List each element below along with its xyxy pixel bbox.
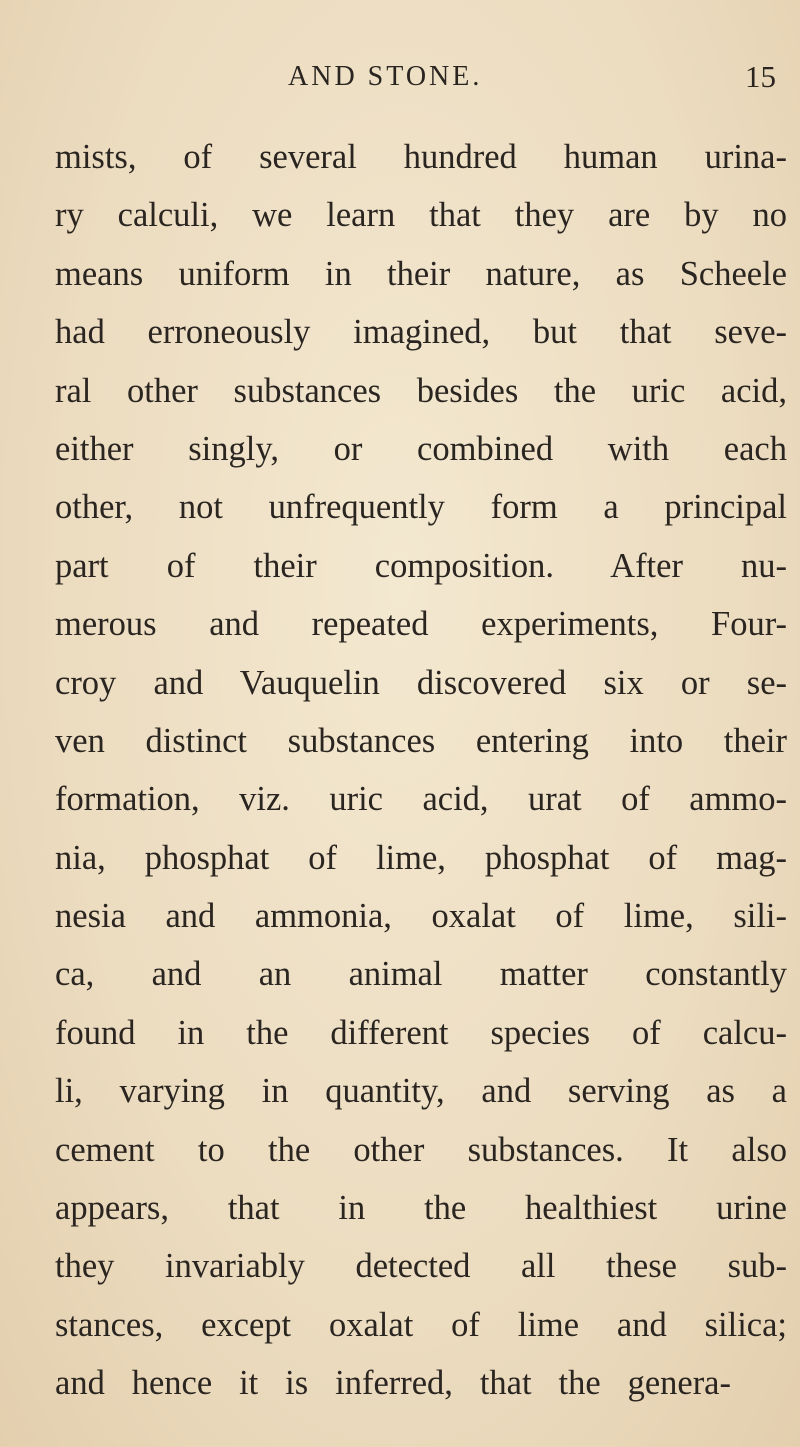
- text-line: nesia and ammonia, oxalat of lime, sili-: [55, 897, 787, 936]
- text-line: had erroneously imagined, but that seve-: [55, 313, 787, 352]
- text-line: they invariably detected all these sub-: [55, 1247, 787, 1286]
- text-line: means uniform in their nature, as Scheele: [55, 254, 787, 293]
- text-line: ry calculi, we learn that they are by no: [55, 196, 787, 235]
- text-line: ca, and an animal matter constantly: [55, 955, 787, 994]
- text-line: li, varying in quantity, and serving as a: [55, 1072, 787, 1111]
- text-line: part of their composition. After nu-: [55, 546, 787, 585]
- text-line: cement to the other substances. It also: [55, 1130, 787, 1169]
- text-line: found in the different species of calcu-: [55, 1013, 787, 1052]
- text-line: merous and repeated experiments, Four-: [55, 605, 787, 644]
- text-line: appears, that in the healthiest urine: [55, 1189, 787, 1228]
- text-line: croy and Vauquelin discovered six or se-: [55, 663, 787, 702]
- page-number: 15: [745, 59, 776, 94]
- text-line: ven distinct substances entering into their: [55, 721, 787, 760]
- text-line: mists, of several hundred human urina-: [55, 138, 787, 176]
- text-line: and hence it is inferred, that the genera-: [55, 1364, 731, 1403]
- page-header: [0, 52, 800, 102]
- text-line: nia, phosphat of lime, phosphat of mag-: [55, 838, 787, 877]
- running-head: AND STONE.: [288, 61, 483, 92]
- text-line: stances, except oxalat of lime and silica;: [55, 1305, 787, 1344]
- text-line: ral other substances besides the uric acid,: [55, 371, 787, 410]
- body-text: [55, 128, 787, 1413]
- text-line: formation, viz. uric acid, urat of ammo-: [55, 780, 787, 819]
- text-line: either singly, or combined with each: [55, 429, 787, 468]
- text-line: other, not unfrequently form a principal: [55, 488, 787, 527]
